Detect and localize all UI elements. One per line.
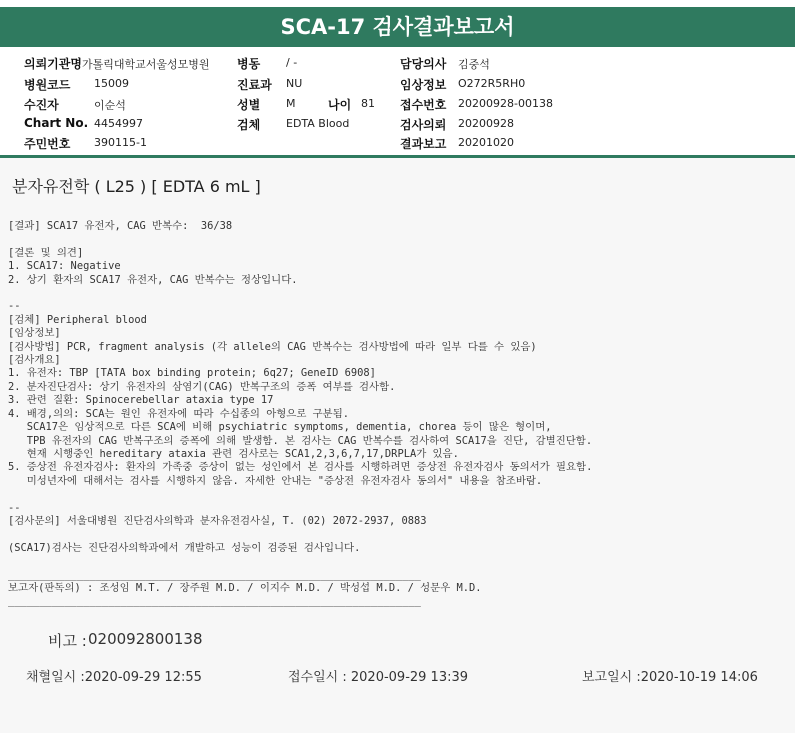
report-title: SCA-17 검사결과보고서 [0, 7, 795, 47]
remark-label: 비고 : [48, 632, 87, 650]
received-datetime: 접수일시 : 2020-09-29 13:39 [288, 670, 469, 685]
id-label: 주민번호 [24, 137, 71, 151]
patient-info-panel [0, 47, 795, 158]
report-label: 결과보고 [400, 137, 447, 151]
sex-value: M [286, 97, 296, 110]
hospital-code-value: 15009 [94, 77, 129, 90]
report-value: 20201020 [458, 136, 514, 149]
dept-value: NU [286, 77, 303, 90]
hospital-code-label: 병원코드 [24, 78, 71, 92]
dept-label: 진료과 [237, 78, 272, 92]
patient-label: 수진자 [24, 98, 59, 112]
request-value: 20200928 [458, 117, 514, 130]
chart-label: Chart No. [24, 116, 89, 130]
request-label: 검사의뢰 [400, 118, 447, 132]
id-value: 390115-1 [94, 136, 147, 149]
clinical-info-label: 임상정보 [400, 78, 447, 92]
report-text: [결과] SCA17 유전자, CAG 반복수: 36/38 [결론 및 의견] 1. SCA17: Negative 2. 상기 환자의 SCA17 유전자, CAG 반복수는 정상입니다. -- [검체] Peripheral blood [임상정보] [검사방법] PCR, fragment analysis (각 allele의 CAG 반복수는 검사방법에 따라 일부 다를 수 있음) [검사개요] 1. 유전자: TBP [TATA box binding protein; 6q27; GeneID 6908] 2. 분자진단검사: 상기 유전자의 삼염기(CAG) 반복구조의 증폭 여부를 검사함. 3. 관련 질환: Spinocerebellar ataxia type 17 4. 배경,의의: SCA는 원인 유전자에 따라 수십종의 아형으로 구분됨. SCA17은 임상적으로 다른 SCA에 비해 psychiatric symptoms, dementia, chorea 등이 많은 형이며, TPB 유전자의 CAG 반복구조의 증폭에 의해 발생함. 본 검사는 CAG 반복수를 검사하여 SCA17을 진단, 감별진단함. 현재 시행중인 hereditary ataxia 관련 검사로는 SCA1,2,3,6,7,17,DRPLA가 있음. 5. 증상전 유전자검사: 환자의 가족중 증상이 없는 성인에서 본 검사를 시행하려면 증상전 유전자검사 동의서가 필요함. 미성년자에 대해서는 검사를 시행하지 않음. 자세한 안내는 "증상전 유전자검사 동의서" 내용을 참조바람. -- [검사문의] 서울대병원 진단검사의학과 분자유전검사실, T. (02) 2072-2937, 0883 (SCA17)검사는 진단검사의학과에서 개발하고 성능이 검증된 검사입니다. __________________________________________________________________ 보고자(판독의) : 조성임 M.T. / 장주원 M.D. / 이지수 M.D. / 박성섭 M.D. / 성문우 M.D. __________________________________________________________________ [8, 220, 593, 608]
specimen-value: EDTA Blood [286, 117, 350, 130]
age-value: 81 [361, 97, 375, 110]
age-label: 나이 [328, 98, 352, 112]
clinical-info-value: O272R5RH0 [458, 77, 526, 90]
sex-label: 성별 [237, 98, 261, 112]
report-body [0, 158, 795, 733]
chart-value: 4454997 [94, 117, 143, 130]
institution-value: 가톨릭대학교서울성모병원 [82, 58, 210, 71]
ward-label: 병동 [237, 57, 261, 71]
remark-value: 020092800138 [88, 630, 203, 648]
institution-label: 의뢰기관명 [24, 57, 82, 71]
reported-datetime: 보고일시 :2020-10-19 14:06 [582, 670, 758, 685]
patient-value: 이순석 [94, 99, 126, 112]
section-title: 분자유전학 ( L25 ) [ EDTA 6 mL ] [12, 177, 261, 196]
doctor-label: 담당의사 [400, 57, 447, 71]
ward-value: / - [286, 56, 298, 69]
specimen-label: 검체 [237, 118, 261, 132]
collected-datetime: 채혈일시 :2020-09-29 12:55 [26, 670, 202, 685]
receipt-no-label: 접수번호 [400, 98, 447, 112]
receipt-no-value: 20200928-00138 [458, 97, 553, 110]
doctor-value: 김중석 [458, 58, 490, 71]
